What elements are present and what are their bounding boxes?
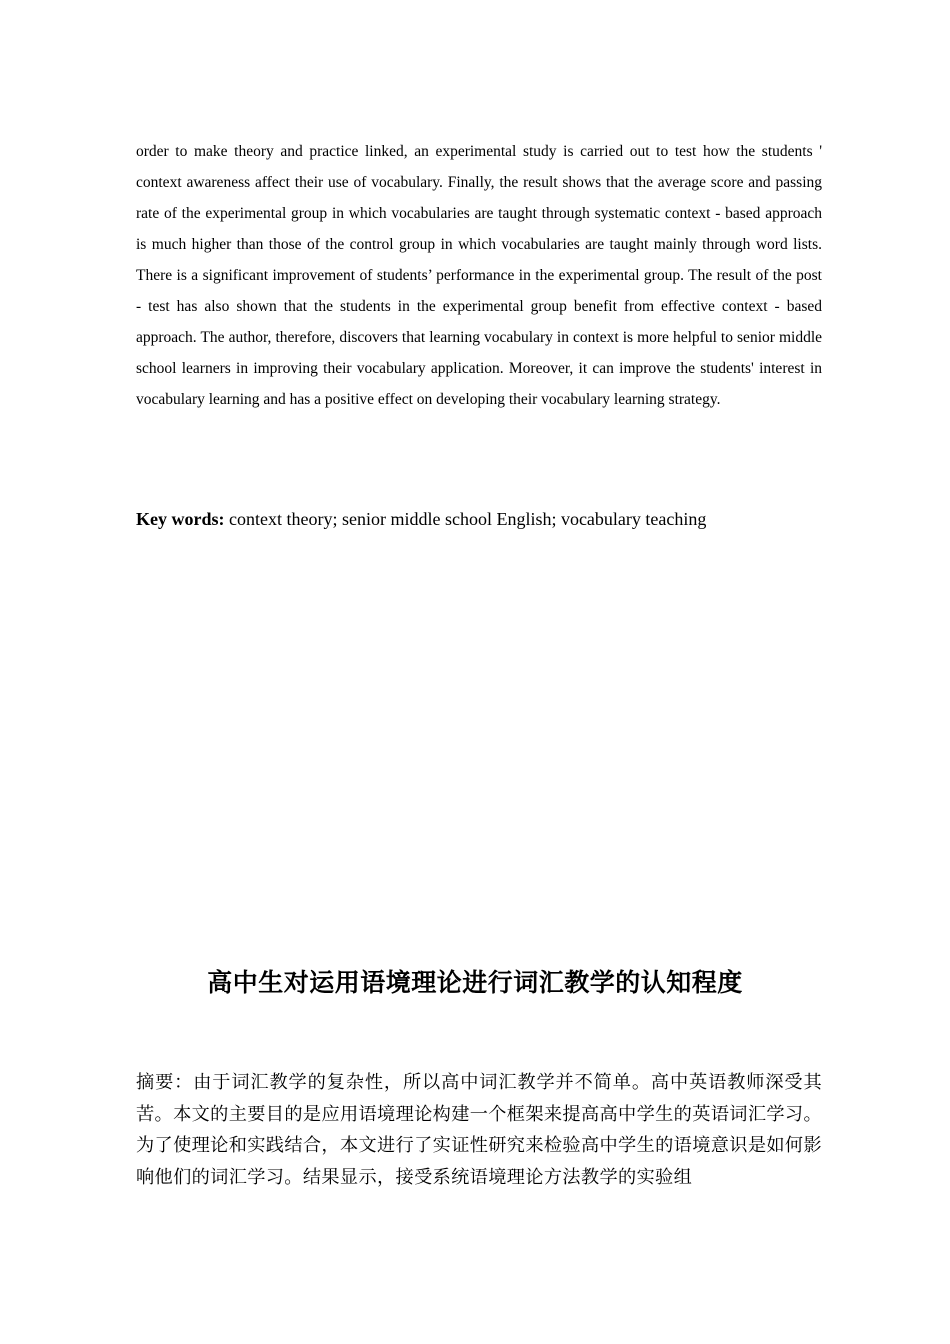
keywords-value: context theory; senior middle school English; vocabulary teaching [229, 509, 707, 529]
keywords-label: Key words: [136, 509, 225, 529]
chinese-title: 高中生对运用语境理论进行词汇教学的认知程度 [207, 968, 743, 997]
keywords-line [136, 505, 822, 533]
english-abstract-paragraph: order to make theory and practice linked, an experimental study is carried out to test how the students ' context awareness affect their use of vocabulary. Finally, the result shows that the average score and passing rate of the experimental group in which vocabularies are taught through systematic context - based approach is much higher than those of the control group in which vocabularies are taught mainly through word lists. There is a significant improvement of students’ performance in the experimental group. The result of the post - test has also shown that the students in the experimental group benefit from effective context - based approach. The author, therefore, discovers that learning vocabulary in context is more helpful to senior middle school learners in improving their vocabulary application. Moreover, it can improve the students' interest in vocabulary learning and has a positive effect on developing their vocabulary learning strategy. [136, 143, 822, 408]
chinese-abstract-paragraph: 摘要：由于词汇教学的复杂性，所以高中词汇教学并不简单。高中英语教师深受其苦。本文的主要目的是应用语境理论构建一个框架来提高高中学生的英语词汇学习。为了使理论和实践结合，本文进行了实证性研究来检验高中学生的语境意识是如何影响他们的词汇学习。结果显示，接受系统语境理论方法教学的实验组 [136, 1072, 822, 1188]
